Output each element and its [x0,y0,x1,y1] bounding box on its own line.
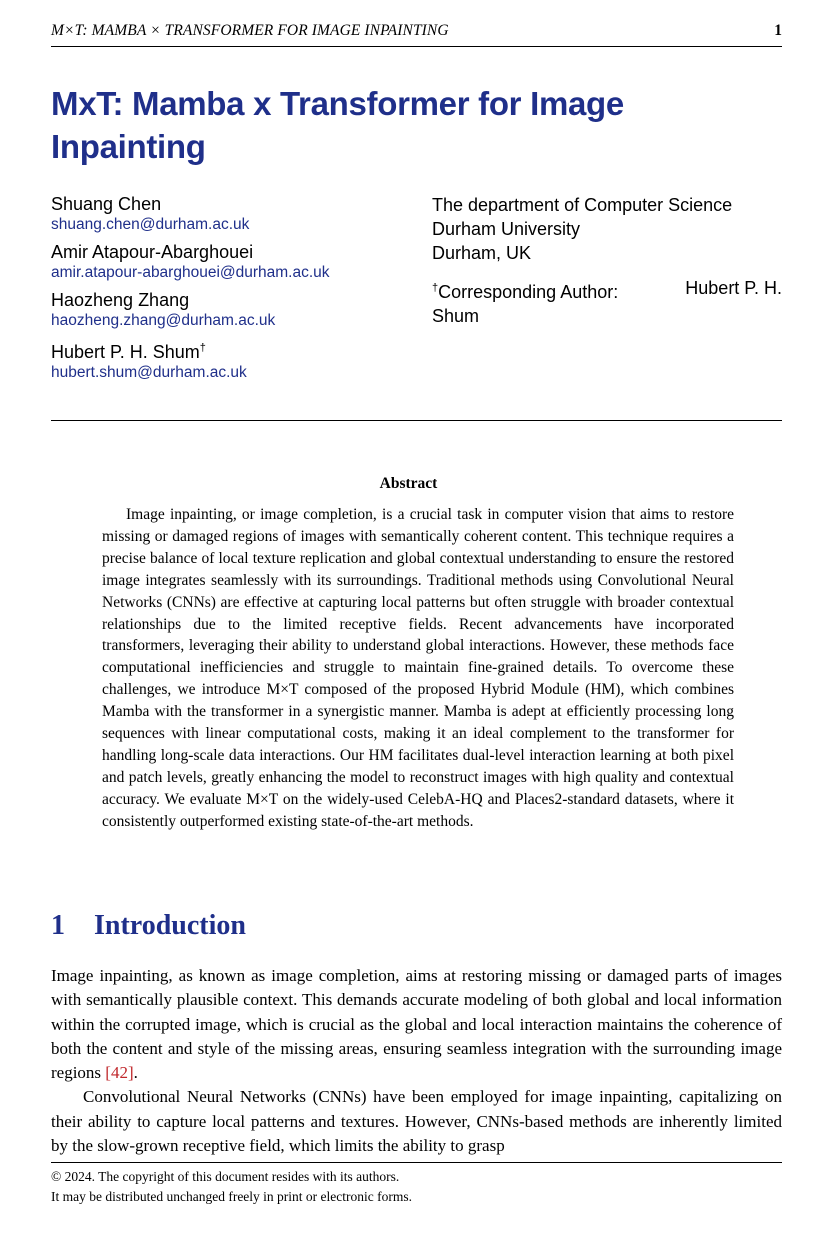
affiliation-block [432,193,782,328]
citation-link[interactable]: [42] [105,1063,134,1083]
author-email-link[interactable]: amir.atapour-abarghouei@durham.ac.uk [51,264,330,281]
author-email-link[interactable]: haozheng.zhang@durham.ac.uk [51,312,276,329]
corresponding-marker: † [432,282,439,294]
header-divider [51,420,782,421]
corresponding-name-continued: Shum [432,306,480,326]
corresponding-author-line [432,276,782,304]
copyright-notice: © 2024. The copyright of this document resides with its authors. [51,1169,400,1184]
author-name: Amir Atapour-Abarghouei [51,242,254,262]
author-entry [51,241,330,283]
corresponding-marker: † [199,342,206,354]
paragraph: Image inpainting, as known as image completion, aims at restoring missing or damaged parts of images with semantically plausible context. This demands accurate modeling of both global and local information within the corrupted image, which is crucial as the global and local interaction maintains the coherence of both the content and style of the missing areas, ensuring seamless integration with the surrounding image regions [42]. [51,966,782,1083]
section-number: 1 [51,910,65,941]
author-name-text: Hubert P. H. Shum [51,342,200,362]
abstract-heading: Abstract [379,475,438,492]
paper-title: MxT: Mamba x Transformer for Image Inpainting [51,85,624,165]
section-title: Introduction [94,910,246,941]
author-email-link[interactable]: hubert.shum@durham.ac.uk [51,364,247,381]
page-number: 1 [774,22,782,39]
affiliation-university: Durham University [432,219,581,239]
introduction-body [51,964,782,1158]
corresponding-name: Hubert P. H. [685,278,782,298]
paragraph: Convolutional Neural Networks (CNNs) have been employed for image inpainting, capitalizing on their ability to capture local patterns and textures. However, CNNs-based methods are inherently limited by the slow-grown receptive field, which limits the ability to grasp [51,1087,782,1156]
affiliation-department: The department of Computer Science [432,195,733,215]
running-title: M×T: MAMBA × TRANSFORMER FOR IMAGE INPAINTING [51,22,449,39]
corresponding-label: †Corresponding Author: [432,282,619,302]
affiliation-location: Durham, UK [432,243,532,263]
author-name [51,337,330,363]
author-list [51,193,330,389]
author-name: Shuang Chen [51,194,162,214]
footer-notice [51,1167,412,1207]
author-email-link[interactable]: shuang.chen@durham.ac.uk [51,216,250,233]
license-notice: It may be distributed unchanged freely in print or electronic forms. [51,1189,413,1204]
author-entry [51,337,330,383]
author-entry [51,193,330,235]
section-heading-introduction [51,910,246,942]
running-header [51,20,782,47]
author-name: Haozheng Zhang [51,290,190,310]
abstract-text: Image inpainting, or image completion, is a crucial task in computer vision that aims to restore missing or damaged regions of images with semantically coherent content. This technique requires a precise balance of local texture replication and global contextual understanding to ensure the restored image integrates seamlessly with its surroundings. Traditional methods using Convolutional Neural Networks (CNNs) are effective at capturing local patterns but often struggle with broader contextual relationships due to the limited receptive fields. Recent advancements have incorporated transformers, leveraging their ability to understand global interactions. However, these methods face computational inefficiencies and struggle to maintain fine-grained details. To overcome these challenges, we introduce M×T composed of the proposed Hybrid Module (HM), which combines Mamba with the transformer in a synergistic manner. Mamba is adept at efficiently processing long sequences with linear computational costs, making it an ideal complement to the transformer for handling long-scale data interactions. Our HM facilitates dual-level interaction learning at both pixel and patch levels, greatly enhancing the model to reconstruct images with high quality and contextual accuracy. We evaluate M×T on the widely-used CelebA-HQ and Places2-standard datasets, where it consistently outperformed existing state-of-the-art methods. [102,506,734,830]
author-entry [51,289,330,331]
footer-divider [51,1162,782,1163]
